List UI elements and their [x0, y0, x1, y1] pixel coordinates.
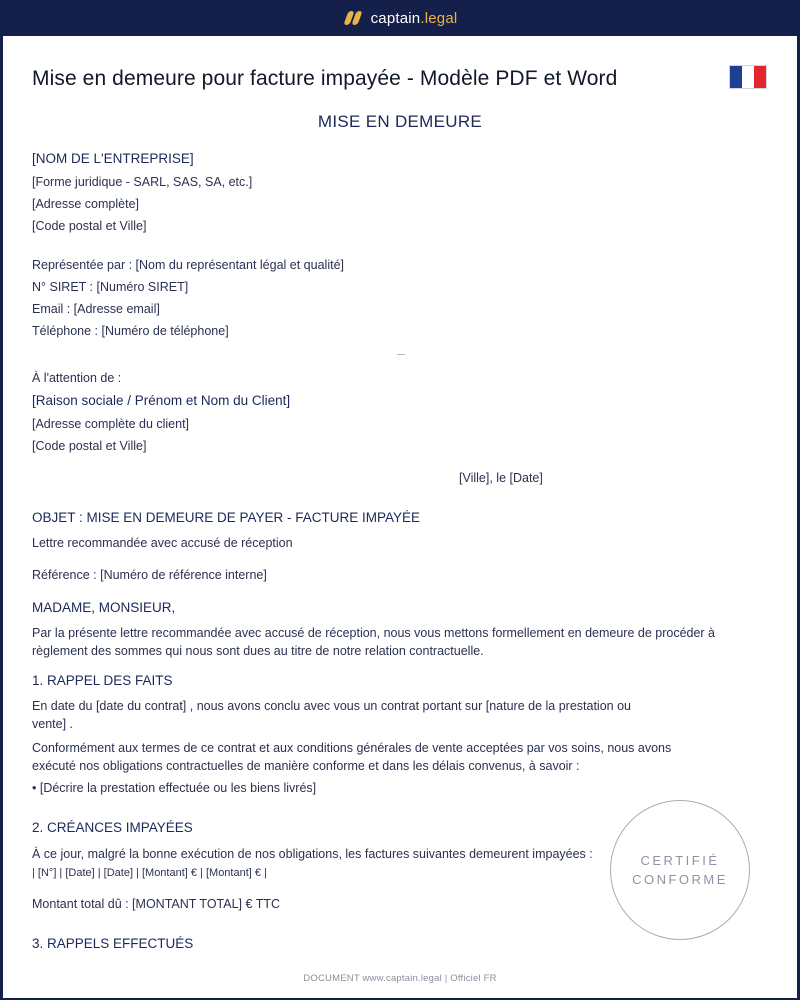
section-3-title: 3. RAPPELS EFFECTUÉS	[32, 936, 194, 951]
letter-object: OBJET : MISE EN DEMEURE DE PAYER - FACTURE IMPAYÉE	[32, 510, 421, 525]
document-sheet	[3, 36, 797, 998]
section-1-paragraph-2-line-1: Conformément aux termes de ce contrat et aux conditions générales de vente acceptées par vos soins, nous avons	[32, 741, 672, 755]
section-2-title: 2. CRÉANCES IMPAYÉES	[32, 820, 193, 835]
stamp-line-2: CONFORME	[632, 872, 728, 887]
brand-name: captain.legal	[370, 9, 458, 27]
sender-phone: Téléphone : [Numéro de téléphone]	[32, 324, 229, 338]
total-amount: Montant total dû : [MONTANT TOTAL] € TTC	[32, 897, 280, 911]
brand-logo-link[interactable]	[343, 10, 458, 27]
section-1-bullet: • [Décrire la prestation effectuée ou les biens livrés]	[32, 781, 317, 795]
intro-line-2: règlement des sommes qui nous sont dues au titre de notre relation contractuelle.	[32, 644, 484, 658]
sender-city: [Code postal et Ville]	[32, 219, 147, 233]
sender-email: Email : [Adresse email]	[32, 302, 160, 316]
sender-representative: Représentée par : [Nom du représentant légal et qualité]	[32, 258, 344, 272]
section-1-title: 1. RAPPEL DES FAITS	[32, 673, 173, 688]
sender-address: [Adresse complète]	[32, 197, 139, 211]
section-1-paragraph-1-line-2: vente] .	[32, 717, 73, 731]
delivery-method: Lettre recommandée avec accusé de réception	[32, 536, 293, 550]
invoice-table-row: | [N°] | [Date] | [Date] | [Montant] € | [Montant] € |	[32, 867, 267, 879]
recipient-city: [Code postal et Ville]	[32, 439, 147, 453]
divider	[397, 354, 405, 355]
certified-stamp	[610, 800, 750, 940]
recipient-address: [Adresse complète du client]	[32, 417, 190, 431]
sender-company: [NOM DE L'ENTREPRISE]	[32, 151, 194, 166]
section-1-paragraph-1-line-1: En date du [date du contrat] , nous avons conclu avec vous un contrat portant sur [nature de la prestation ou	[32, 699, 631, 713]
place-date: [Ville], le [Date]	[459, 471, 543, 485]
top-bar	[0, 0, 800, 36]
recipient-name: [Raison sociale / Prénom et Nom du Client]	[32, 393, 291, 408]
section-1-paragraph-2-line-2: exécuté nos obligations contractuelles de manière conforme et dans les délais convenus, à savoir :	[32, 759, 580, 773]
captain-legal-logo-icon	[343, 10, 363, 26]
reference: Référence : [Numéro de référence interne]	[32, 568, 267, 582]
document-footer: DOCUMENT www.captain.legal | Officiel FR	[303, 973, 497, 984]
sender-siret: N° SIRET : [Numéro SIRET]	[32, 280, 189, 294]
sender-legal-form: [Forme juridique - SARL, SAS, SA, etc.]	[32, 175, 253, 189]
page-title: Mise en demeure pour facture impayée - Modèle PDF et Word	[32, 67, 618, 90]
salutation: MADAME, MONSIEUR,	[32, 600, 176, 615]
intro-line-1: Par la présente lettre recommandée avec accusé de réception, nous vous mettons formellement en demeure de procéder à	[32, 626, 716, 640]
document-heading: MISE EN DEMEURE	[317, 112, 483, 131]
france-flag-icon	[729, 65, 767, 89]
recipient-attention: À l'attention de :	[32, 371, 122, 385]
stamp-line-1: CERTIFIÉ	[640, 853, 720, 868]
section-2-paragraph: À ce jour, malgré la bonne exécution de nos obligations, les factures suivantes demeurent impayées :	[32, 847, 593, 861]
